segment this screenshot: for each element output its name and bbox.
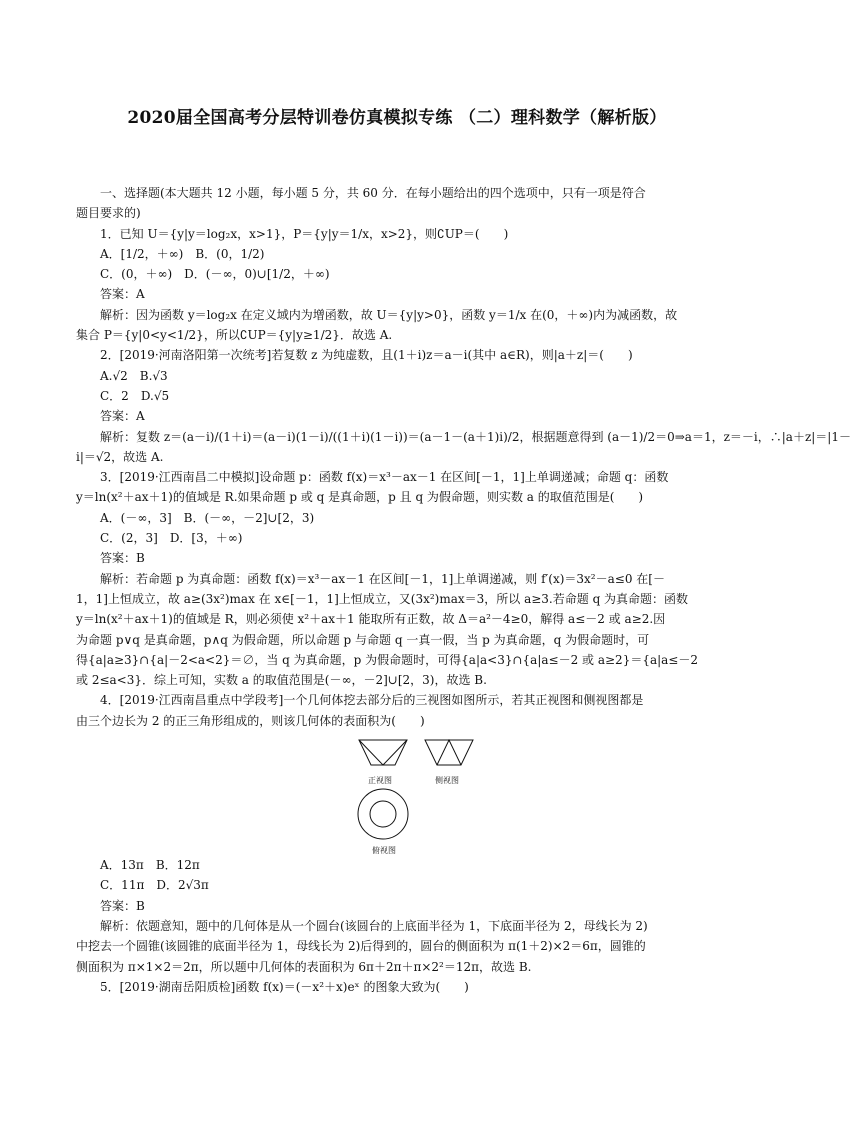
text-line: 解析：复数 z＝(a－i)/(1＋i)＝(a－i)(1－i)/((1＋i)(1－i))＝(a－1－(a＋1)i)/2，根据题意得到 (a－1)/2＝0⇒a＝1，z＝－i，∴|a＋z|＝|1－ — [100, 429, 851, 444]
document-body — [76, 183, 851, 997]
text-line: 2．[2019·河南洛阳第一次统考]若复数 z 为纯虚数，且(1＋i)z＝a－i(其中 a∈R)，则|a＋z|＝( ) — [100, 348, 633, 363]
text-line: 集合 P＝{y|0<y<1/2}，所以∁UP＝{y|y≥1/2}．故选 A. — [76, 328, 393, 343]
text-line: 解析：依题意知，题中的几何体是从一个圆台(该圆台的上底面半径为 1，下底面半径为 2，母线长为 2) — [100, 918, 648, 933]
text-line: 为命题 p∨q 是真命题，p∧q 为假命题，所以命题 p 与命题 q 一真一假，当 p 为真命题，q 为假命题时，可 — [76, 632, 650, 647]
text-line: 题目要求的) — [76, 206, 141, 221]
text-line: 1，1]上恒成立，故 a≥(3x²)max 在 x∈[－1，1]上恒成立，又(3x²)max＝3，所以 a≥3.若命题 q 为真命题：函数 — [76, 591, 689, 606]
text-line: 解析：若命题 p 为真命题：函数 f(x)＝x³－ax－1 在区间[－1，1]上单调递减，则 f′(x)＝3x²－a≤0 在[－ — [100, 571, 665, 586]
text-line: 3．[2019·江西南昌二中模拟]设命题 p：函数 f(x)＝x³－ax－1 在区间[－1，1]上单调递减；命题 q：函数 — [100, 470, 669, 485]
text-line: C．2 D.√5 — [100, 388, 170, 403]
three-view-figure — [76, 735, 726, 856]
text-line: 一、选择题(本大题共 12 小题，每小题 5 分，共 60 分．在每小题给出的四个选项中，只有一项是符合 — [100, 186, 646, 200]
text-line: C．(2，3] D．[3，＋∞) — [100, 531, 243, 546]
text-line: 4．[2019·江西南昌重点中学段考]一个几何体挖去部分后的三视图如图所示，若其正视图和侧视图都是 — [100, 693, 644, 708]
text-line: A．13π B．12π — [100, 858, 200, 873]
text-line: 或 2≤a<3}．综上可知，实数 a 的取值范围是(－∞，－2]∪[2，3)，故选 B. — [76, 673, 487, 688]
text-line: 答案：B — [100, 898, 145, 913]
text-line: i|＝√2，故选 A. — [76, 449, 164, 464]
top-view-label: 俯视图 — [372, 846, 396, 856]
text-line: y＝ln(x²＋ax＋1)的值域是 R，则必须使 x²＋ax＋1 能取所有正数，故 Δ＝a²－4≥0，解得 a≤－2 或 a≥2.因 — [76, 612, 666, 627]
text-line: 由三个边长为 2 的正三角形组成的，则该几何体的表面积为( ) — [76, 713, 425, 728]
side-view-diagram — [424, 739, 474, 773]
page-title: 2020届全国高考分层特训卷仿真模拟专练 （二）理科数学（解析版） — [127, 108, 667, 128]
text-line: C．11π D．2√3π — [100, 878, 209, 893]
text-line: C．(0，＋∞) D．(－∞，0)∪[1/2，＋∞) — [100, 267, 330, 282]
text-line: 答案：B — [100, 551, 145, 566]
text-line: 得{a|a≥3}∩{a|－2<a<2}＝∅，当 q 为真命题，p 为假命题时，可得{a|a<3}∩{a|a≤－2 或 a≥2}＝{a|a≤－2 — [76, 652, 698, 667]
text-line: 1．已知 U＝{y|y＝log₂x，x>1}，P＝{y|y＝1/x，x>2}，则∁UP＝( ) — [100, 226, 509, 241]
side-view-label: 侧视图 — [435, 776, 459, 786]
text-line: 中挖去一个圆锥(该圆锥的底面半径为 1，母线长为 2)后得到的，圆台的侧面积为 π(1＋2)×2＝6π，圆锥的 — [76, 939, 646, 954]
front-view-label: 正视图 — [368, 776, 392, 786]
text-line: 答案：A — [100, 409, 145, 424]
text-line: 答案：A — [100, 287, 145, 302]
text-line: 解析：因为函数 y＝log₂x 在定义域内为增函数，故 U＝{y|y>0}，函数 y＝1/x 在(0，＋∞)内为减函数，故 — [100, 307, 678, 322]
text-line: A．[1/2，＋∞) B．(0，1/2) — [100, 246, 265, 261]
text-line: 5．[2019·湖南岳阳质检]函数 f(x)＝(－x²＋x)eˣ 的图象大致为( ) — [100, 979, 469, 994]
front-view-diagram — [358, 739, 408, 773]
top-view-diagram — [356, 787, 410, 841]
text-line: A.√2 B.√3 — [100, 368, 168, 383]
text-line: 侧面积为 π×1×2＝2π，所以题中几何体的表面积为 6π＋2π＋π×2²＝12π，故选 B. — [76, 959, 532, 974]
text-line: y＝ln(x²＋ax＋1)的值域是 R.如果命题 p 或 q 是真命题，p 且 q 为假命题，则实数 a 的取值范围是( ) — [76, 490, 644, 505]
text-line: A．(－∞，3] B．(－∞，－2]∪[2，3) — [100, 510, 315, 525]
